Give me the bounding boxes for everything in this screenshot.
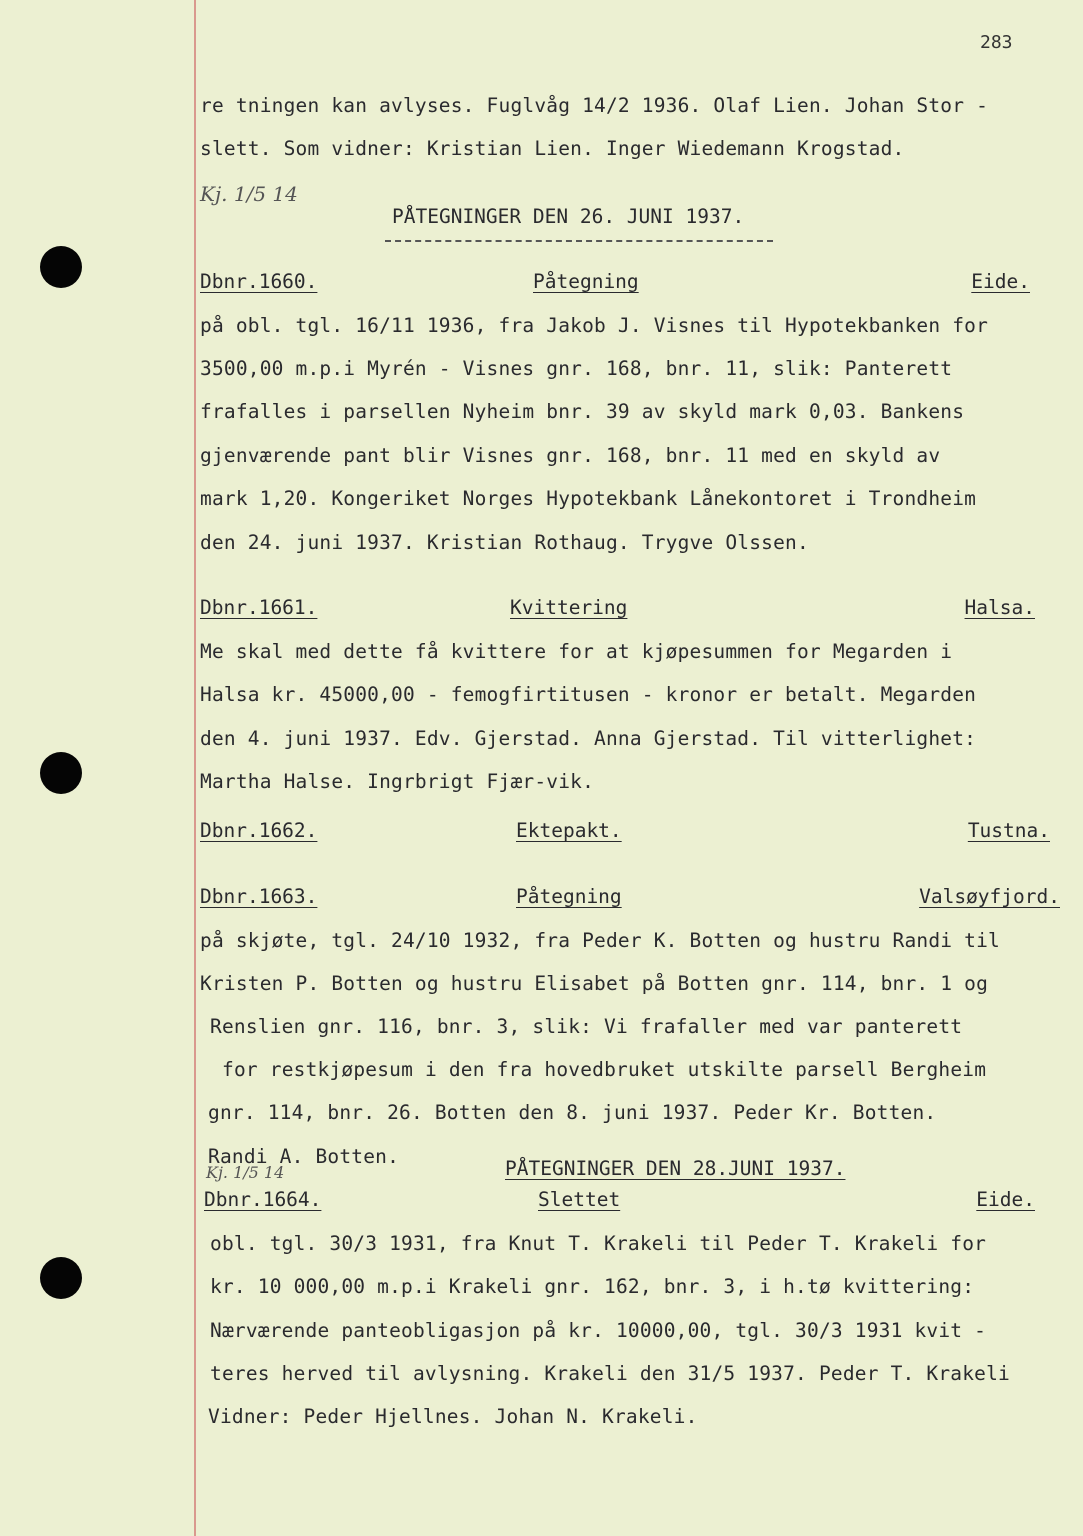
text-line: Renslien gnr. 116, bnr. 3, slik: Vi frafaller med var panterett <box>210 1015 963 1038</box>
text-line: Vidner: Peder Hjellnes. Johan N. Krakeli. <box>208 1405 698 1428</box>
entry-number: Dbnr.1661. <box>200 596 318 619</box>
text-line: Halsa kr. 45000,00 - femogfirtitusen - kronor er betalt. Megarden <box>200 683 977 706</box>
text-line: re tningen kan avlyses. Fuglvåg 14/2 1936. Olaf Lien. Johan Stor - <box>200 94 989 117</box>
text-line: Randi A. Botten. <box>208 1145 400 1168</box>
text-line: Me skal med dette få kvittere for at kjøpesummen for Megarden i <box>200 640 953 663</box>
text-line: mark 1,20. Kongeriket Norges Hypotekbank Lånekontoret i Trondheim <box>200 487 977 510</box>
text-line: frafalles i parsellen Nyheim bnr. 39 av skyld mark 0,03. Bankens <box>200 400 965 423</box>
entry-number: Dbnr.1664. <box>204 1188 322 1211</box>
text-line: Kristen P. Botten og hustru Elisabet på Botten gnr. 114, bnr. 1 og <box>200 972 989 995</box>
pencil-note: Kj. 1/5 14 <box>206 1163 285 1182</box>
text-line: den 24. juni 1937. Kristian Rothaug. Trygve Olssen. <box>200 531 809 554</box>
entry-header <box>200 596 1040 626</box>
entry-header <box>200 1188 1040 1218</box>
text-line: den 4. juni 1937. Edv. Gjerstad. Anna Gjerstad. Til vitterlighet: <box>200 727 977 750</box>
text-line: Nærværende panteobligasjon på kr. 10000,00, tgl. 30/3 1931 kvit - <box>210 1319 987 1342</box>
entry-header <box>200 270 1040 300</box>
entry-number: Dbnr.1660. <box>200 270 318 293</box>
entry-kind: Ektepakt. <box>516 819 622 842</box>
entry-kind: Slettet <box>538 1188 621 1211</box>
text-line: på skjøte, tgl. 24/10 1932, fra Peder K. Botten og hustru Randi til <box>200 929 1000 952</box>
text-line: slett. Som vidner: Kristian Lien. Inger Wiedemann Krogstad. <box>200 137 905 160</box>
binder-hole <box>40 752 82 794</box>
binder-hole <box>40 1257 82 1299</box>
entry-kind: Påtegning <box>533 270 639 293</box>
text-line: Martha Halse. Ingrbrigt Fjær-vik. <box>200 770 595 793</box>
text-line: kr. 10 000,00 m.p.i Krakeli gnr. 162, bnr. 3, i h.tø kvittering: <box>210 1275 975 1298</box>
entry-number: Dbnr.1663. <box>200 885 318 908</box>
text-line: obl. tgl. 30/3 1931, fra Knut T. Krakeli til Peder T. Krakeli for <box>210 1232 987 1255</box>
text-line: på obl. tgl. 16/11 1936, fra Jakob J. Visnes til Hypotekbanken for <box>200 314 989 337</box>
title-underline <box>385 240 773 242</box>
entry-place: Eide. <box>971 270 1030 293</box>
section-title: PÅTEGNINGER DEN 28.JUNI 1937. <box>505 1157 846 1180</box>
section-title: PÅTEGNINGER DEN 26. JUNI 1937. <box>392 205 745 228</box>
margin-rule <box>194 0 196 1536</box>
pencil-note: Kj. 1/5 14 <box>200 182 298 206</box>
entry-kind: Påtegning <box>516 885 622 908</box>
text-line: teres herved til avlysning. Krakeli den 31/5 1937. Peder T. Krakeli <box>210 1362 1010 1385</box>
entry-number: Dbnr.1662. <box>200 819 318 842</box>
entry-header <box>200 819 1050 849</box>
entry-kind: Kvittering <box>510 596 628 619</box>
text-line: for restkjøpesum i den fra hovedbruket utskilte parsell Bergheim <box>222 1058 987 1081</box>
entry-place: Halsa. <box>964 596 1035 619</box>
entry-place: Valsøyfjord. <box>919 885 1060 908</box>
entry-place: Eide. <box>976 1188 1035 1211</box>
text-line: gjenværende pant blir Visnes gnr. 168, bnr. 11 med en skyld av <box>200 444 941 467</box>
text-line: 3500,00 m.p.i Myrén - Visnes gnr. 168, bnr. 11, slik: Panterett <box>200 357 953 380</box>
text-line: gnr. 114, bnr. 26. Botten den 8. juni 1937. Peder Kr. Botten. <box>208 1101 937 1124</box>
binder-hole <box>40 246 82 288</box>
entry-place: Tustna. <box>967 819 1050 842</box>
entry-header <box>200 885 1060 915</box>
page-number: 283 <box>980 32 1013 53</box>
